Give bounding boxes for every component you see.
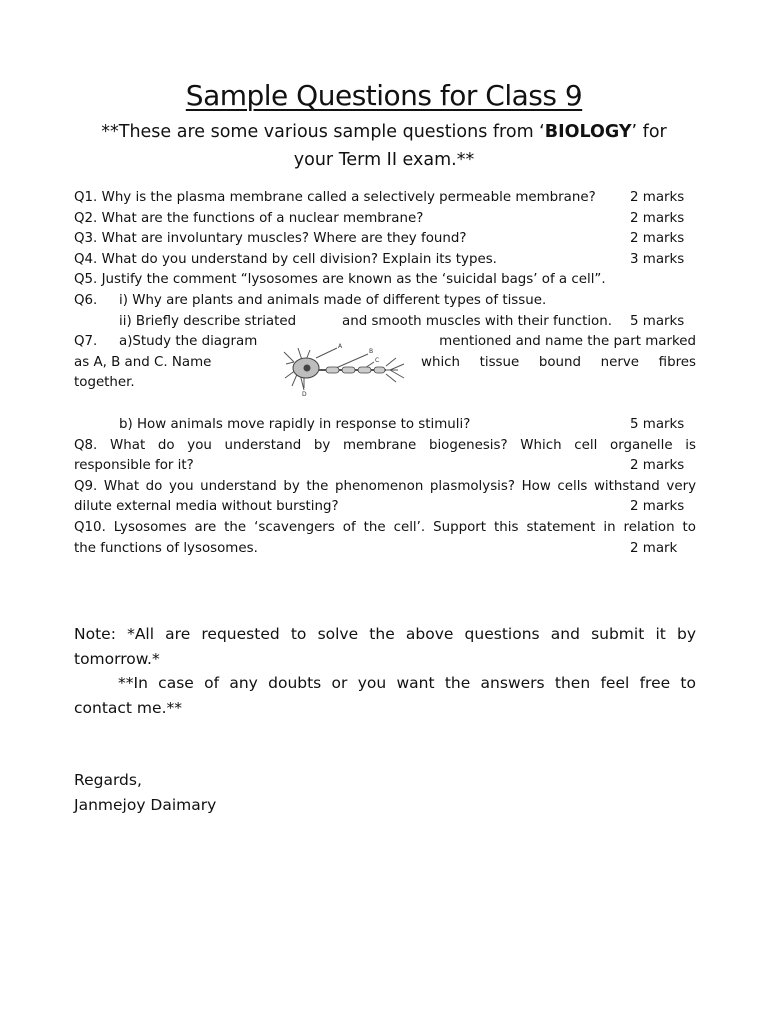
myelin-segment <box>342 367 355 373</box>
question-2 <box>74 209 696 230</box>
subtitle-prefix: **These are some various sample questions from ‘ <box>101 122 545 142</box>
label-d: D <box>302 391 307 398</box>
note-line-3 <box>118 671 696 696</box>
question-4-text: Q4. What do you understand by cell division? Explain its types. <box>74 251 497 267</box>
question-8-text-1: Q8. What do you understand by membrane biogenesis? Which cell organelle is <box>74 437 696 453</box>
question-5 <box>74 270 696 291</box>
question-7-part-a-end: mentioned and name the part marked <box>439 334 696 350</box>
question-3-text: Q3. What are involuntary muscles? Where are they found? <box>74 231 467 247</box>
question-7-line-2-end: which tissue bound nerve fibres <box>421 354 696 370</box>
question-9-text-1: Q9. What do you understand by the phenomenon plasmolysis? How cells withstand very <box>74 478 696 494</box>
question-6-number: Q6. <box>74 293 98 308</box>
label-a: A <box>338 343 343 350</box>
note-text-4: contact me.** <box>74 698 182 717</box>
note-line-4 <box>74 696 696 721</box>
question-10-marks: 2 mark <box>630 540 678 556</box>
question-1-text: Q1. Why is the plasma membrane called a selectively permeable membrane? <box>74 190 596 205</box>
question-7-part-a-start: a)Study the diagram <box>119 334 258 350</box>
question-6 <box>74 291 696 312</box>
author-name-line <box>74 793 696 818</box>
question-4 <box>74 250 696 271</box>
question-9-line-2 <box>74 497 696 518</box>
question-10-line-2 <box>74 539 696 560</box>
question-2-text: Q2. What are the functions of a nuclear membrane? <box>74 210 424 226</box>
question-10-line-1 <box>74 518 696 539</box>
author-name: Janmejoy Daimary <box>74 795 217 814</box>
subtitle-suffix: ’ for your Term II exam.** <box>293 122 667 170</box>
myelin-segment <box>358 367 371 373</box>
question-7-part-b-text: b) How animals move rapidly in response to stimuli? <box>119 417 471 432</box>
question-7-line-3-text: together. <box>74 375 135 391</box>
page-subtitle <box>80 118 688 174</box>
question-2-marks: 2 marks <box>630 210 685 226</box>
note-line-1 <box>74 622 696 647</box>
question-8-line-2 <box>74 456 696 477</box>
note-text-2: tomorrow.* <box>74 649 160 668</box>
question-6-part-ii-start: ii) Briefly describe striated <box>119 313 297 329</box>
question-3 <box>74 229 696 250</box>
neuron-diagram <box>282 340 412 400</box>
neuron-nucleus <box>304 365 311 372</box>
question-1 <box>74 188 696 209</box>
note-line-2 <box>74 647 696 672</box>
question-1-marks: 2 marks <box>630 190 685 205</box>
note-text-1: Note: *All are requested to solve the above questions and submit it by <box>74 625 696 643</box>
question-6-marks: 5 marks <box>630 313 685 329</box>
neuron-axon-terminal <box>386 358 404 382</box>
note-text-3: **In case of any doubts or you want the answers then feel free to <box>118 674 696 692</box>
question-10-text-1: Q10. Lysosomes are the ‘scavengers of the cell’. Support this statement in relation to <box>74 520 696 535</box>
regards-line <box>74 768 696 793</box>
question-7-line-2-start: as A, B and C. Name <box>74 354 212 370</box>
question-9-text-2: dilute external media without bursting? <box>74 499 339 515</box>
page-title: Sample Questions for Class 9 <box>185 79 583 112</box>
label-b-line <box>336 354 368 368</box>
label-c: C <box>375 357 380 364</box>
regards-text: Regards, <box>74 771 142 789</box>
question-7-part-b <box>74 415 696 436</box>
question-3-marks: 2 marks <box>630 231 685 247</box>
subtitle-subject: BIOLOGY <box>544 122 632 142</box>
label-a-line <box>316 348 337 358</box>
question-9-line-1 <box>74 477 696 498</box>
question-10-text-2: the functions of lysosomes. <box>74 540 258 556</box>
question-7-number: Q7. <box>74 334 98 350</box>
label-b: B <box>369 348 374 355</box>
question-8-marks: 2 marks <box>630 458 685 474</box>
question-7-marks: 5 marks <box>630 417 685 432</box>
question-9-marks: 2 marks <box>630 499 685 515</box>
question-8-text-2: responsible for it? <box>74 458 194 474</box>
myelin-segment <box>374 367 385 373</box>
question-6-part-i: i) Why are plants and animals made of different types of tissue. <box>119 293 547 308</box>
question-6-part-ii-end: and smooth muscles with their function. <box>342 313 612 329</box>
question-5-text: Q5. Justify the comment “lysosomes are known as the ‘suicidal bags’ of a cell”. <box>74 272 606 288</box>
question-4-marks: 3 marks <box>630 251 685 267</box>
question-8-line-1 <box>74 436 696 457</box>
myelin-segment <box>326 367 339 373</box>
